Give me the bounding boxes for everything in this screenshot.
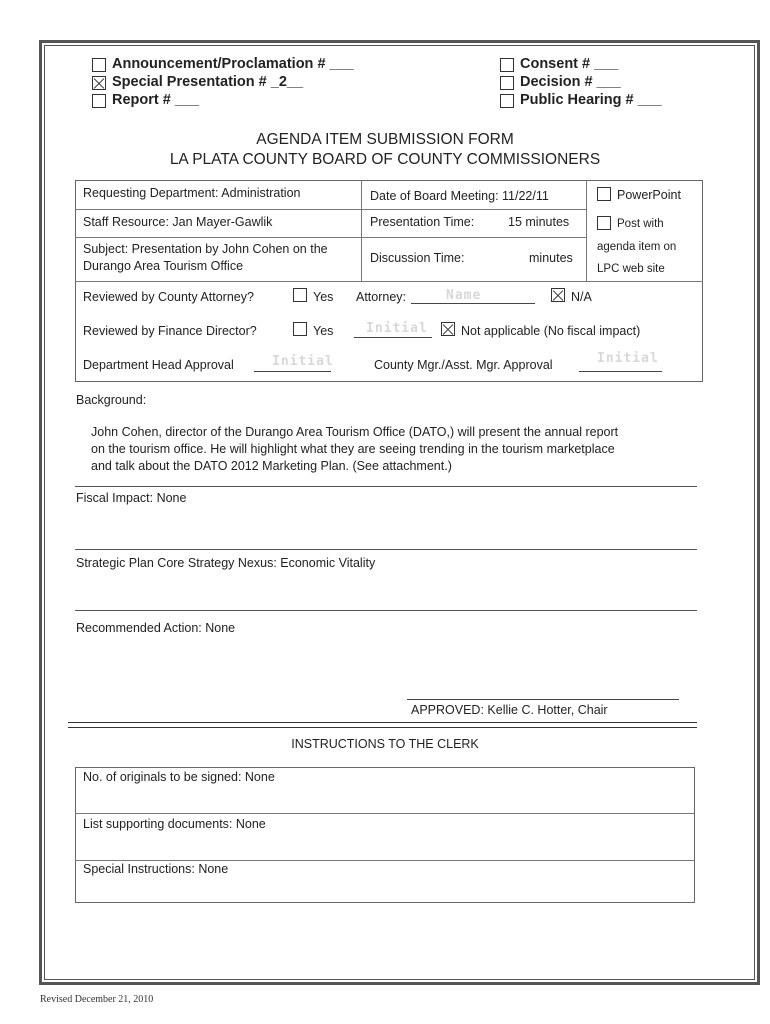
subject-line-1: Subject: Presentation by John Cohen on the: [83, 242, 328, 256]
date-of-board-meeting: Date of Board Meeting: 11/22/11: [370, 189, 549, 203]
report-label: Report # ___: [112, 92, 200, 108]
info-row-line-3: [75, 281, 703, 282]
clerk-separator-top: [68, 722, 697, 723]
subject-line-2: Durango Area Tourism Office: [83, 259, 244, 273]
background-text-line-2: on the tourism office. He will highlight what they are seeing trending in the tourism marketplace: [91, 442, 615, 456]
clerk-separator-bottom: [68, 727, 697, 728]
clerk-row-line-2: [75, 860, 695, 861]
attorney-label: Attorney:: [356, 290, 407, 304]
discussion-time-value: minutes: [529, 251, 573, 265]
not-applicable-checkbox[interactable]: [441, 322, 455, 336]
clerk-instructions-heading: INSTRUCTIONS TO THE CLERK: [291, 737, 479, 751]
presentation-time-label: Presentation Time:: [370, 215, 475, 229]
public-hearing-checkbox[interactable]: [500, 94, 514, 108]
attorney-yes-label: Yes: [313, 290, 334, 304]
finance-initial-line: [354, 337, 432, 338]
special-presentation-checkbox[interactable]: [92, 76, 106, 90]
background-text-line-1: John Cohen, director of the Durango Area Tourism Office (DATO,) will present the annual report: [91, 425, 619, 439]
powerpoint-checkbox[interactable]: [597, 187, 611, 201]
attorney-name-line: [411, 303, 535, 304]
powerpoint-label: PowerPoint: [617, 188, 681, 202]
info-row-line-2: [75, 237, 586, 238]
decision-checkbox[interactable]: [500, 76, 514, 90]
background-text-line-3: and talk about the DATO 2012 Marketing Plan. (See attachment.): [91, 459, 452, 473]
department-head-initial-line: [254, 371, 331, 372]
discussion-time-label: Discussion Time:: [370, 251, 465, 265]
department-head-initial-placeholder: Initial: [272, 354, 334, 369]
attorney-na-label: N/A: [571, 290, 592, 304]
county-mgr-initial-placeholder: Initial: [597, 351, 659, 366]
presentation-time-value: 15 minutes: [508, 215, 570, 229]
lpc-web-site-label: LPC web site: [597, 263, 665, 275]
post-with-checkbox[interactable]: [597, 216, 611, 230]
fiscal-impact-divider: [75, 549, 697, 550]
special-instructions: Special Instructions: None: [83, 862, 229, 876]
clerk-row-line-1: [75, 813, 695, 814]
info-table-divider-1: [361, 180, 362, 281]
form-subtitle: LA PLATA COUNTY BOARD OF COUNTY COMMISSIONERS: [169, 151, 601, 168]
info-row-line-1: [75, 209, 586, 210]
attorney-name-placeholder: Name: [446, 288, 482, 303]
decision-label: Decision # ___: [520, 74, 621, 90]
announcement-label: Announcement/Proclamation # ___: [112, 56, 354, 72]
approved-by: APPROVED: Kellie C. Hotter, Chair: [411, 703, 608, 717]
approval-signature-line: [407, 699, 679, 700]
finance-director-question: Reviewed by Finance Director?: [83, 324, 257, 338]
county-mgr-approval-label: County Mgr./Asst. Mgr. Approval: [374, 358, 553, 372]
strategic-plan-divider: [75, 610, 697, 611]
attorney-yes-checkbox[interactable]: [293, 288, 307, 302]
not-applicable-label: Not applicable (No fiscal impact): [461, 324, 641, 338]
clerk-instructions-table: [75, 767, 695, 903]
recommended-action: Recommended Action: None: [76, 621, 236, 635]
consent-checkbox[interactable]: [500, 58, 514, 72]
department-head-approval-label: Department Head Approval: [83, 358, 234, 372]
finance-yes-label: Yes: [313, 324, 334, 338]
announcement-checkbox[interactable]: [92, 58, 106, 72]
post-with-label: Post with: [617, 218, 664, 230]
special-presentation-label: Special Presentation # _2__: [112, 74, 304, 90]
info-table-divider-2: [586, 180, 587, 281]
requesting-department: Requesting Department: Administration: [83, 186, 301, 200]
revision-date: Revised December 21, 2010: [40, 994, 154, 1005]
background-divider: [75, 486, 697, 487]
finance-initial-placeholder: Initial: [366, 321, 428, 336]
supporting-documents: List supporting documents: None: [83, 817, 266, 831]
attorney-na-checkbox[interactable]: [551, 288, 565, 302]
fiscal-impact: Fiscal Impact: None: [76, 491, 187, 505]
background-label: Background:: [76, 393, 147, 407]
strategic-plan-nexus: Strategic Plan Core Strategy Nexus: Economic Vitality: [76, 556, 376, 570]
county-mgr-initial-line: [579, 371, 662, 372]
county-attorney-question: Reviewed by County Attorney?: [83, 290, 254, 304]
agenda-item-on-label: agenda item on: [597, 241, 677, 253]
public-hearing-label: Public Hearing # ___: [520, 92, 662, 108]
form-title: AGENDA ITEM SUBMISSION FORM: [256, 131, 514, 148]
report-checkbox[interactable]: [92, 94, 106, 108]
finance-yes-checkbox[interactable]: [293, 322, 307, 336]
staff-resource: Staff Resource: Jan Mayer-Gawlik: [83, 215, 273, 229]
consent-label: Consent # ___: [520, 56, 619, 72]
originals-to-sign: No. of originals to be signed: None: [83, 770, 275, 784]
